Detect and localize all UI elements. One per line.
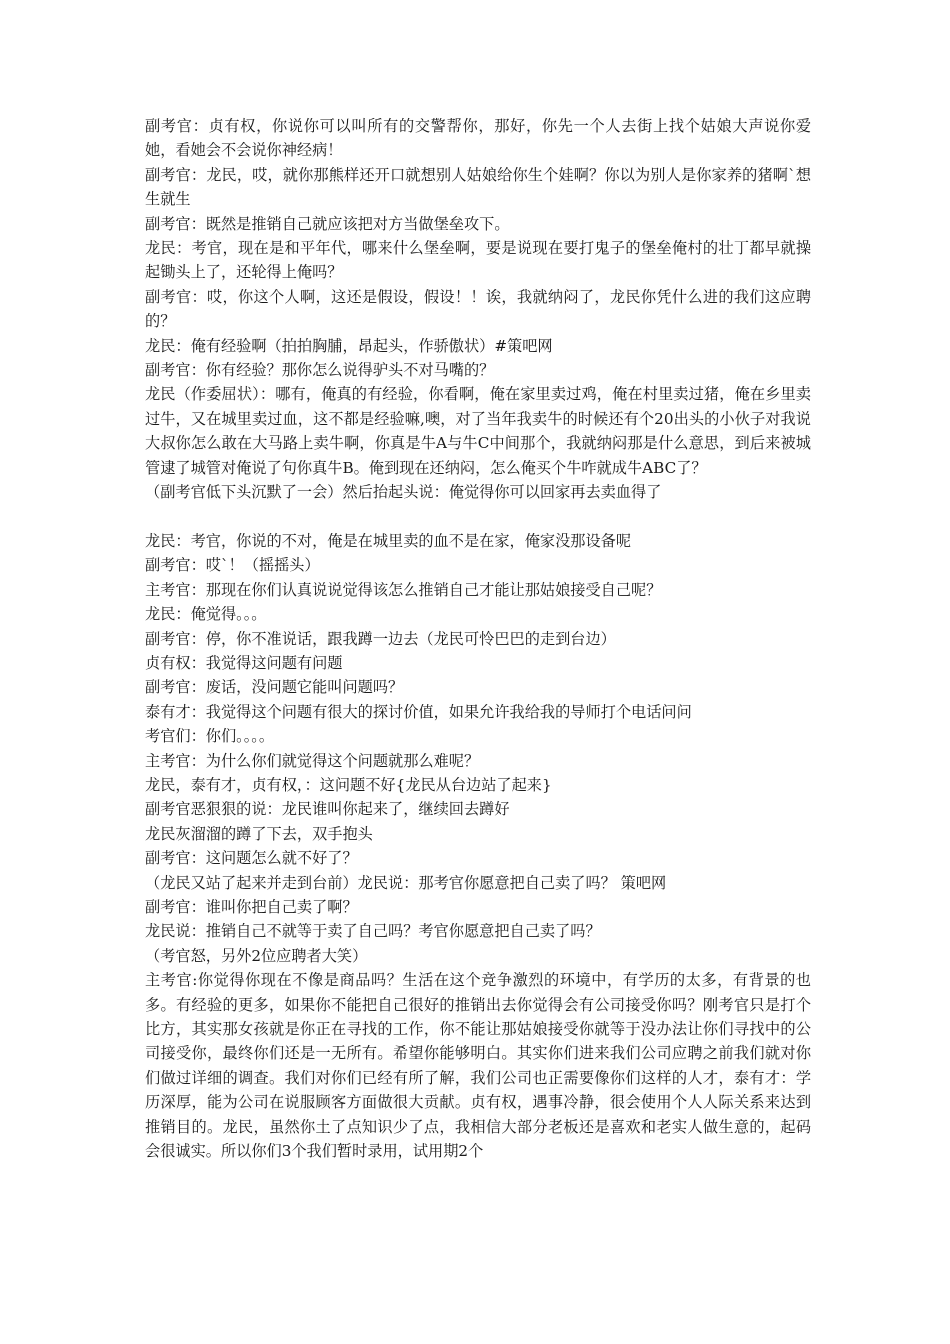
paragraph: 副考官：哎`！（摇摇头） bbox=[145, 556, 320, 575]
paragraph: 副考官：谁叫你把自己卖了啊？ bbox=[145, 897, 358, 916]
paragraph: 主考官：为什么你们就觉得这个问题就那么难呢？ bbox=[145, 751, 480, 770]
paragraph: 龙民：俺觉得。。。 bbox=[145, 605, 267, 624]
paragraph: 泰有才：我觉得这个问题有很大的探讨价值，如果允许我给我的导师打个电话问问 bbox=[145, 702, 692, 721]
paragraph: （龙民又站了起来并走到台前）龙民说：那考官你愿意把自己卖了吗？ 策吧网 bbox=[145, 873, 667, 892]
paragraph: （副考官低下头沉默了一会）然后抬起头说：俺觉得你可以回家再去卖血得了 bbox=[145, 483, 662, 502]
paragraph: 龙民：考官，你说的不对，俺是在城里卖的血不是在家，俺家没那设备呢 bbox=[145, 531, 631, 550]
paragraph: 主考官:你觉得你现在不像是商品吗？生活在这个竞争激烈的环境中，有学历的太多，有背景的也多。有经验的更多，如果你不能把自己很好的推销出去你觉得会有公司接受你吗？刚考官只是打个比方，其实那女孩就是你正在寻找的工作，你不能让那姑娘接受你就等于没办法让你们寻找中的公司接受你，最终你们还是一无所有。希望你能够明白。其实你们进来我们公司应聘之前我们就对你们做过详细的调查。我们对你们已经有所了解，我们公司也正需要像你们这样的人才，泰有才：学历深厚，能为公司在说服顾客方面做很大贡献。贞有权，遇事冷静，很会使用个人人际关系来达到推销目的。龙民，虽然你土了点知识少了点，我相信大部分老板还是喜欢和老实人做生意的，起码会很诚实。所以你们3个我们暂时录用，试用期2个 bbox=[145, 971, 811, 1161]
paragraph: 副考官：贞有权，你说你可以叫所有的交警帮你，那好，你先一个人去街上找个姑娘大声说你爱她，看她会不会说你神经病！ bbox=[145, 117, 811, 160]
paragraph: 考官们：你们。。。。 bbox=[145, 727, 275, 746]
paragraph: 副考官：停，你不准说话，跟我蹲一边去（龙民可怜巴巴的走到台边） bbox=[145, 629, 616, 648]
blank-line bbox=[145, 505, 811, 529]
paragraph: 贞有权：我觉得这问题有问题 bbox=[145, 653, 343, 672]
document-body bbox=[145, 114, 811, 1163]
paragraph: 龙民，泰有才，贞有权，：这问题不好{龙民从台边站了起来} bbox=[145, 775, 552, 794]
paragraph: 主考官：那现在你们认真说说觉得该怎么推销自己才能让那姑娘接受自己呢？ bbox=[145, 580, 662, 599]
paragraph: 副考官：既然是推销自己就应该把对方当做堡垒攻下。 bbox=[145, 214, 510, 233]
paragraph: （考官怒，另外2位应聘者大笑） bbox=[145, 946, 368, 965]
paragraph: 龙民：考官，现在是和平年代，哪来什么堡垒啊，要是说现在要打鬼子的堡垒俺村的壮丁都早就操起锄头上了，还轮得上俺吗？ bbox=[145, 239, 811, 282]
paragraph: 副考官：这问题怎么就不好了？ bbox=[145, 849, 358, 868]
paragraph: 副考官：龙民，哎，就你那熊样还开口就想别人姑娘给你生个娃啊？你以为别人是你家养的猪啊`想生就生 bbox=[145, 165, 811, 209]
paragraph: 龙民说：推销自己不就等于卖了自己吗？考官你愿意把自己卖了吗？ bbox=[145, 922, 601, 941]
paragraph: 龙民（作委屈状）：哪有，俺真的有经验，你看啊，俺在家里卖过鸡，俺在村里卖过猪，俺在乡里卖过牛，又在城里卖过血，这不都是经验嘛,噢，对了当年我卖牛的时候还有个20出头的小伙子对我说大叔你怎么敢在大马路上卖牛啊，你真是牛A与牛C中间那个，我就纳闷那是什么意思，到后来被城管逮了城管对俺说了句你真牛B。俺到现在还纳闷，怎么俺买个牛咋就成牛ABC了？ bbox=[145, 385, 811, 477]
paragraph: 副考官恶狠狠的说：龙民谁叫你起来了，继续回去蹲好 bbox=[145, 800, 510, 819]
paragraph: 副考官：你有经验？那你怎么说得驴头不对马嘴的？ bbox=[145, 361, 495, 380]
paragraph: 龙民：俺有经验啊（拍拍胸脯，昂起头，作骄傲状）#策吧网 bbox=[145, 336, 553, 355]
paragraph: 副考官：哎，你这个人啊，这还是假设，假设！！诶，我就纳闷了，龙民你凭什么进的我们这应聘的？ bbox=[145, 287, 811, 331]
paragraph: 副考官：废话，没问题它能叫问题吗？ bbox=[145, 678, 404, 697]
paragraph: 龙民灰溜溜的蹲了下去，双手抱头 bbox=[145, 824, 373, 843]
